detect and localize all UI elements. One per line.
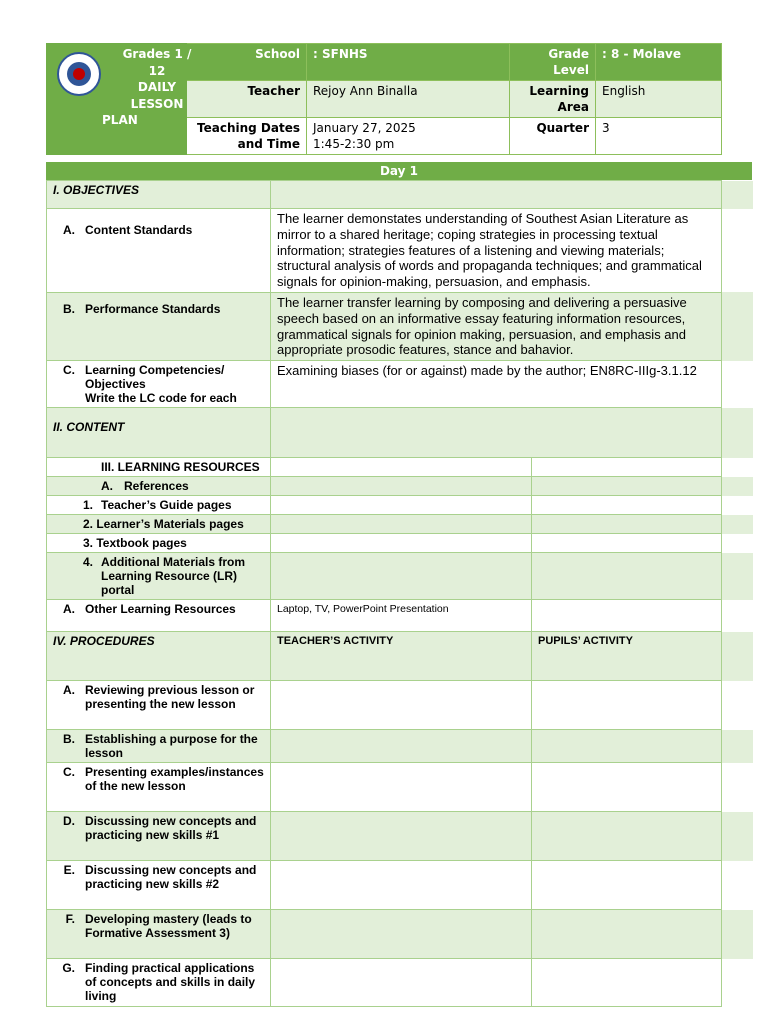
objectives-heading: I. OBJECTIVES — [47, 181, 271, 209]
teacher-activity-header: TEACHER’S ACTIVITY — [271, 632, 532, 681]
procedure-item: E. Discussing new concepts and practicing new skills #2 — [47, 861, 271, 910]
teachers-guide-label: 1. Teacher’s Guide pages — [47, 496, 271, 515]
header-table — [46, 43, 722, 155]
grade-level-value: : 8 - Molave — [596, 44, 722, 81]
day-title: Day 1 — [46, 162, 752, 180]
learning-area-label: Learning Area — [510, 81, 596, 118]
performance-standards-label: B. Performance Standards — [47, 292, 271, 360]
quarter-label: Quarter — [510, 118, 596, 155]
school-value: : SFNHS — [307, 44, 510, 81]
performance-standards-text: The learner transfer learning by composing and delivering a persuasive speech based on an informative essay featuring information resources, grammatical signals for opinion making, persuasion, and emphasis and appropriate prosodic features, stance and bahavior. — [271, 292, 722, 360]
dates-label: Teaching Dates and Time — [187, 118, 307, 155]
content-standards-label: A. Content Standards — [47, 209, 271, 293]
other-resources-text: Laptop, TV, PowerPoint Presentation — [271, 600, 532, 632]
content-heading: II. CONTENT — [47, 408, 271, 458]
grade-level-label: Grade Level — [510, 44, 596, 81]
procedure-item: D. Discussing new concepts and practicing new skills #1 — [47, 812, 271, 861]
pupil-activity-header: PUPILS’ ACTIVITY — [532, 632, 722, 681]
teacher-value: Rejoy Ann Binalla — [307, 81, 510, 118]
procedure-item: B. Establishing a purpose for the lesson — [47, 730, 271, 763]
textbook-label: 3. Textbook pages — [47, 534, 271, 553]
learning-area-value: English — [596, 81, 722, 118]
resources-heading: III. LEARNING RESOURCES — [47, 458, 271, 477]
other-resources-label: A. Other Learning Resources — [47, 600, 271, 632]
learners-materials-label: 2. Learner’s Materials pages — [47, 515, 271, 534]
deped-seal-icon — [57, 52, 101, 96]
competencies-label: C. Learning Competencies/ Objectives Write the LC code for each — [47, 361, 271, 408]
dlp-title: Grades 1 / 12 DAILY LESSON PLAN — [102, 47, 192, 127]
content-standards-text: The learner demonstates understanding of Southest Asian Literature as mirror to a shared heritage; coping strategies in processing textual information; strategies features of a listening and viewing materials; structural analysis of words and propaganda techniques; and grammatical signals for opinion-making, persuasion, and emphasis. — [271, 209, 722, 293]
references-label: A. References — [47, 477, 271, 496]
dates-value: January 27, 2025 1:45-2:30 pm — [307, 118, 510, 155]
school-label: School — [187, 44, 307, 81]
procedure-item: C. Presenting examples/instances of the new lesson — [47, 763, 271, 812]
procedure-item: A. Reviewing previous lesson or presenting the new lesson — [47, 681, 271, 730]
competencies-text: Examining biases (for or against) made by the author; EN8RC-IIIg-3.1.12 — [271, 361, 722, 408]
procedure-item: F. Developing mastery (leads to Formative Assessment 3) — [47, 910, 271, 959]
procedures-heading: IV. PROCEDURES — [47, 632, 271, 681]
title-cell — [47, 44, 192, 155]
teacher-label: Teacher — [187, 81, 307, 118]
procedure-item: G. Finding practical applications of concepts and skills in daily living — [47, 959, 271, 1007]
additional-materials-label: 4. Additional Materials from Learning Resource (LR) portal — [47, 553, 271, 600]
quarter-value: 3 — [596, 118, 722, 155]
lesson-plan-table — [46, 180, 753, 1007]
